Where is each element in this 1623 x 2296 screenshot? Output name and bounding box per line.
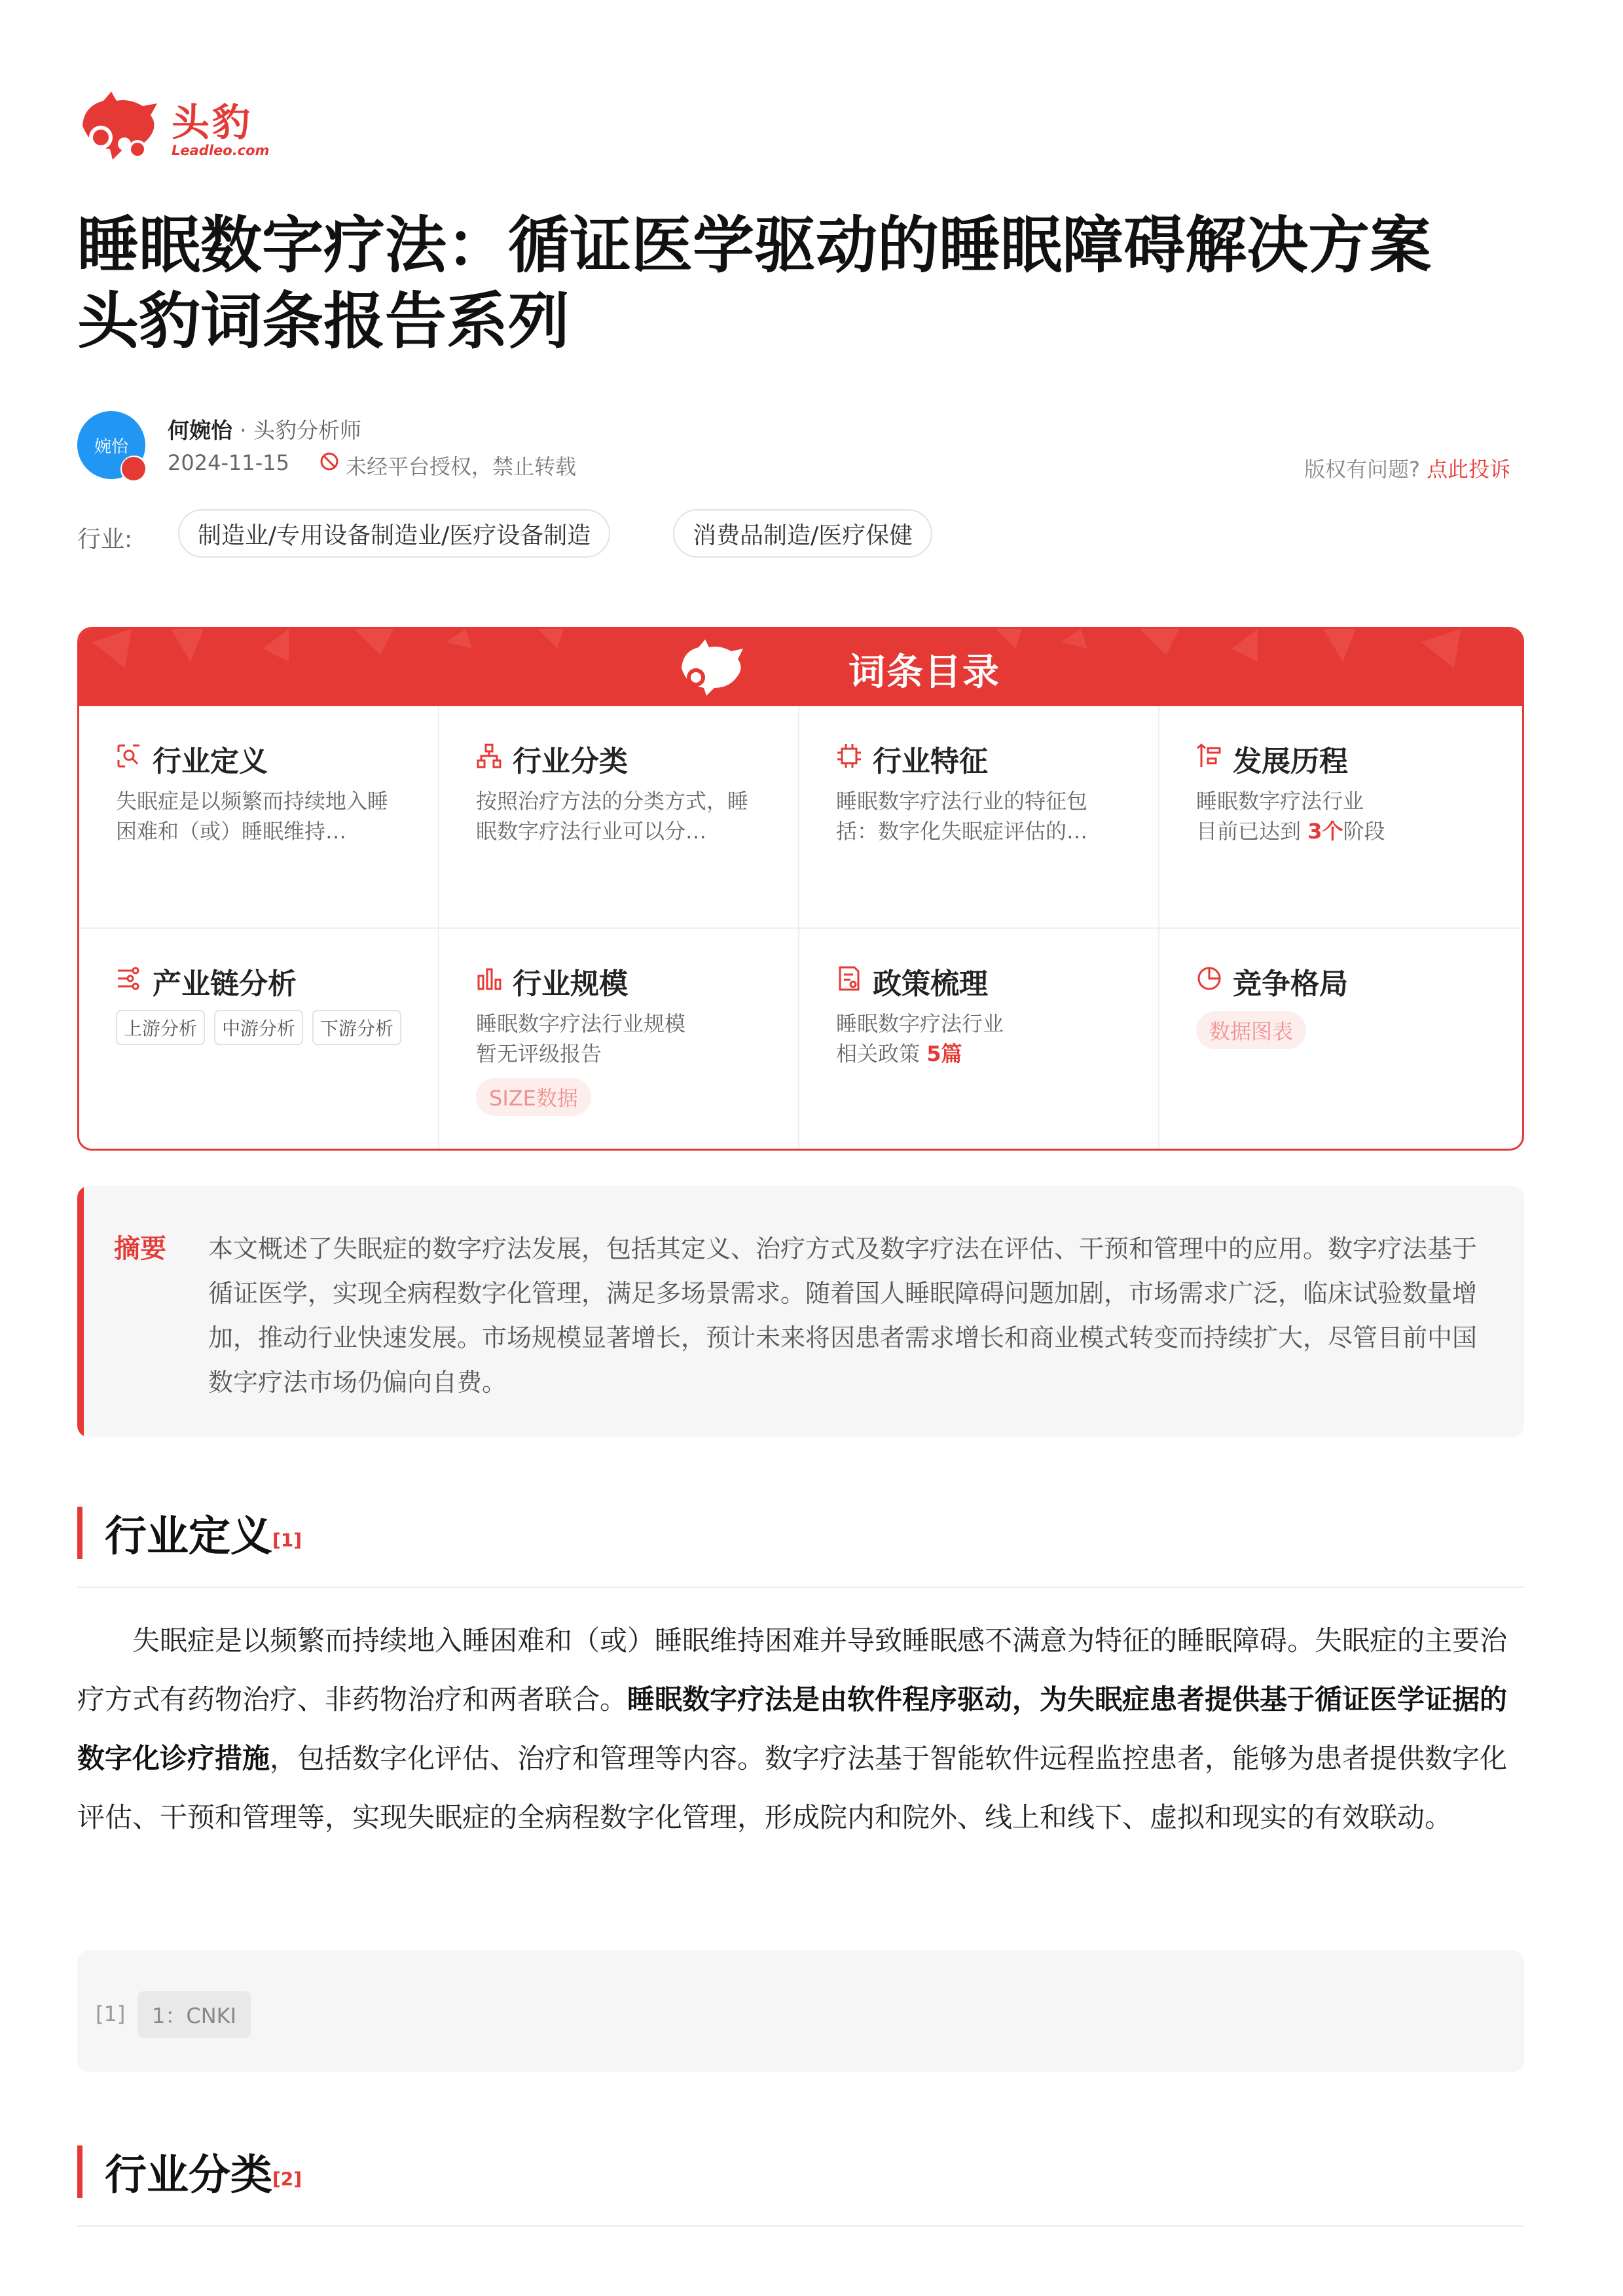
history-desc-prefix: 目前已达到 xyxy=(1196,819,1308,844)
toc-item-desc xyxy=(476,1009,764,1069)
policy-count: 5篇 xyxy=(926,1041,962,1066)
definition-text-2: ，包括数字化评估、治疗和管理等内容。数字疗法基于智能软件远程监控患者，能够为患者提供数字化评估、干预和管理等，实现失眠症的全病程数字化管理，形成院内和院外、线上和线下、虚拟和现实的有效联动。 xyxy=(77,1742,1508,1833)
copyright-notice xyxy=(1304,453,1510,483)
copyright-question: 版权有问题? xyxy=(1304,457,1420,482)
toc-item-title: 行业规模 xyxy=(513,967,628,1001)
section-accent-bar xyxy=(77,1507,82,1559)
toc-item-definition[interactable] xyxy=(79,706,439,929)
brand-name: 头豹 xyxy=(172,100,253,145)
section-heading-classification xyxy=(105,2142,302,2202)
section-title: 行业定义 xyxy=(105,1513,272,1561)
scale-desc-line2: 暂无评级报告 xyxy=(476,1041,602,1066)
toc-item-title: 行业分类 xyxy=(513,745,628,778)
bar-chart-icon xyxy=(476,965,502,992)
title-line-1: 睡眠数字疗法：循证医学驱动的睡眠障碍解决方案 xyxy=(77,210,1432,281)
section-accent-bar xyxy=(77,2145,82,2198)
toc-item-features[interactable] xyxy=(799,706,1159,929)
section-divider xyxy=(77,1587,1524,1588)
toc-item-history[interactable] xyxy=(1159,706,1520,929)
leadleo-badge-icon xyxy=(122,457,145,480)
toc-item-chain[interactable] xyxy=(79,929,439,1151)
toc-card xyxy=(77,627,1524,1151)
summary-accent-bar xyxy=(77,1186,84,1437)
toc-header xyxy=(79,629,1524,706)
search-doc-icon xyxy=(116,743,142,769)
toc-item-scale[interactable] xyxy=(439,929,799,1151)
toc-item-desc: 睡眠数字疗法行业的特征包括：数字化失眠症评估的… xyxy=(836,789,1088,844)
summary-text: 本文概述了失眠症的数字疗法发展，包括其定义、治疗方式及数字疗法在评估、干预和管理中的应用。数字疗法基于循证医学，实现全病程数字化管理，满足多场景需求。随着国人睡眠障碍问题加剧，市场需求广泛，临床试验数量增加，推动行业快速发展。市场规模显著增长，预计未来将因患者需求增长和商业模式转变而持续扩大，尽管目前中国数字疗法市场仍偏向自费。 xyxy=(208,1234,1478,1397)
toc-item-title: 行业定义 xyxy=(153,745,268,778)
size-data-pill[interactable]: SIZE数据 xyxy=(476,1078,591,1116)
policy-desc-prefix: 相关政策 xyxy=(836,1041,927,1066)
chain-midstream-tag[interactable]: 中游分析 xyxy=(214,1010,303,1045)
reference-source[interactable]: 1：CNKI xyxy=(137,1991,251,2038)
publish-date: 2024-11-15 xyxy=(168,450,289,475)
author-name[interactable]: 何婉怡 xyxy=(168,418,232,443)
definition-text-1: 失眠症是以频繁而持续地入睡困难和（或）睡眠维持困难并导致睡眠感不满意为特征的睡眠障碍。失眠症的主要治疗方式有药物治疗、非药物治疗和两者联合。 xyxy=(77,1624,1508,1715)
chip-icon xyxy=(836,743,862,769)
toc-header-pattern xyxy=(79,629,1524,706)
reference-box xyxy=(77,1950,1524,2072)
section-divider xyxy=(77,2225,1524,2227)
policy-desc-line2 xyxy=(836,1039,1124,1069)
industry-label: 行业: xyxy=(77,526,133,553)
policy-doc-icon xyxy=(836,965,862,992)
toc-title: 词条目录 xyxy=(848,651,1000,694)
history-desc-line2 xyxy=(1196,816,1484,846)
repost-notice: 未经平台授权，禁止转载 xyxy=(346,454,577,479)
summary-label: 摘要 xyxy=(114,1234,166,1264)
chain-upstream-tag[interactable]: 上游分析 xyxy=(116,1010,205,1045)
industry-tag[interactable]: 制造业/专用设备制造业/医疗设备制造 xyxy=(178,509,610,558)
pie-chart-icon xyxy=(1196,965,1222,992)
toc-item-desc: 按照治疗方法的分类方式，睡眠数字疗法行业可以分… xyxy=(476,789,749,844)
toc-item-title: 竞争格局 xyxy=(1233,967,1348,1001)
industry-tag[interactable]: 消费品制造/医疗保健 xyxy=(673,509,932,558)
toc-item-classification[interactable] xyxy=(439,706,799,929)
history-desc-suffix: 阶段 xyxy=(1343,819,1385,844)
history-stage-count: 3个 xyxy=(1307,819,1343,844)
brand-domain: Leadleo.com xyxy=(172,143,270,158)
scale-desc-line1: 睡眠数字疗法行业规模 xyxy=(476,1011,686,1036)
toc-item-title: 政策梳理 xyxy=(873,967,988,1001)
data-chart-pill[interactable]: 数据图表 xyxy=(1196,1011,1306,1049)
toc-item-title: 发展历程 xyxy=(1233,745,1348,778)
chain-downstream-tag[interactable]: 下游分析 xyxy=(312,1010,401,1045)
chain-icon xyxy=(116,965,142,992)
author-role: · 头豹分析师 xyxy=(240,418,361,443)
hierarchy-icon xyxy=(476,743,502,769)
toc-logo-icon xyxy=(676,636,757,701)
complain-link[interactable]: 点此投诉 xyxy=(1427,457,1511,482)
section-citation[interactable]: [2] xyxy=(272,2168,302,2190)
section-citation[interactable]: [1] xyxy=(272,1529,302,1551)
section-heading-definition xyxy=(105,1503,302,1563)
toc-item-title: 产业链分析 xyxy=(153,967,297,1001)
policy-desc-line1: 睡眠数字疗法行业 xyxy=(836,1011,1004,1036)
section-title: 行业分类 xyxy=(105,2151,272,2200)
toc-item-policy[interactable] xyxy=(799,929,1159,1151)
title-line-2: 头豹词条报告系列 xyxy=(77,286,570,357)
summary-box xyxy=(77,1186,1524,1437)
avatar[interactable]: 婉怡 xyxy=(77,411,145,479)
prohibited-icon xyxy=(319,452,339,471)
reference-number: [1] xyxy=(96,2001,126,2026)
toc-item-title: 行业特征 xyxy=(873,745,988,778)
definition-text-bold: 睡眠数字疗法是由软件程序驱动，为失眠症患者提供基于循证医学证据的数字化诊疗措施 xyxy=(77,1683,1508,1774)
toc-item-desc: 失眠症是以频繁而持续地入睡困难和（或）睡眠维持… xyxy=(116,789,389,844)
toc-item-desc xyxy=(1196,786,1484,846)
history-desc-line1: 睡眠数字疗法行业 xyxy=(1196,789,1364,814)
toc-item-competition[interactable] xyxy=(1159,929,1520,1151)
toc-item-desc xyxy=(836,1009,1124,1069)
timeline-icon xyxy=(1196,743,1222,769)
page-title xyxy=(77,208,1550,360)
definition-paragraph xyxy=(77,1611,1524,1847)
